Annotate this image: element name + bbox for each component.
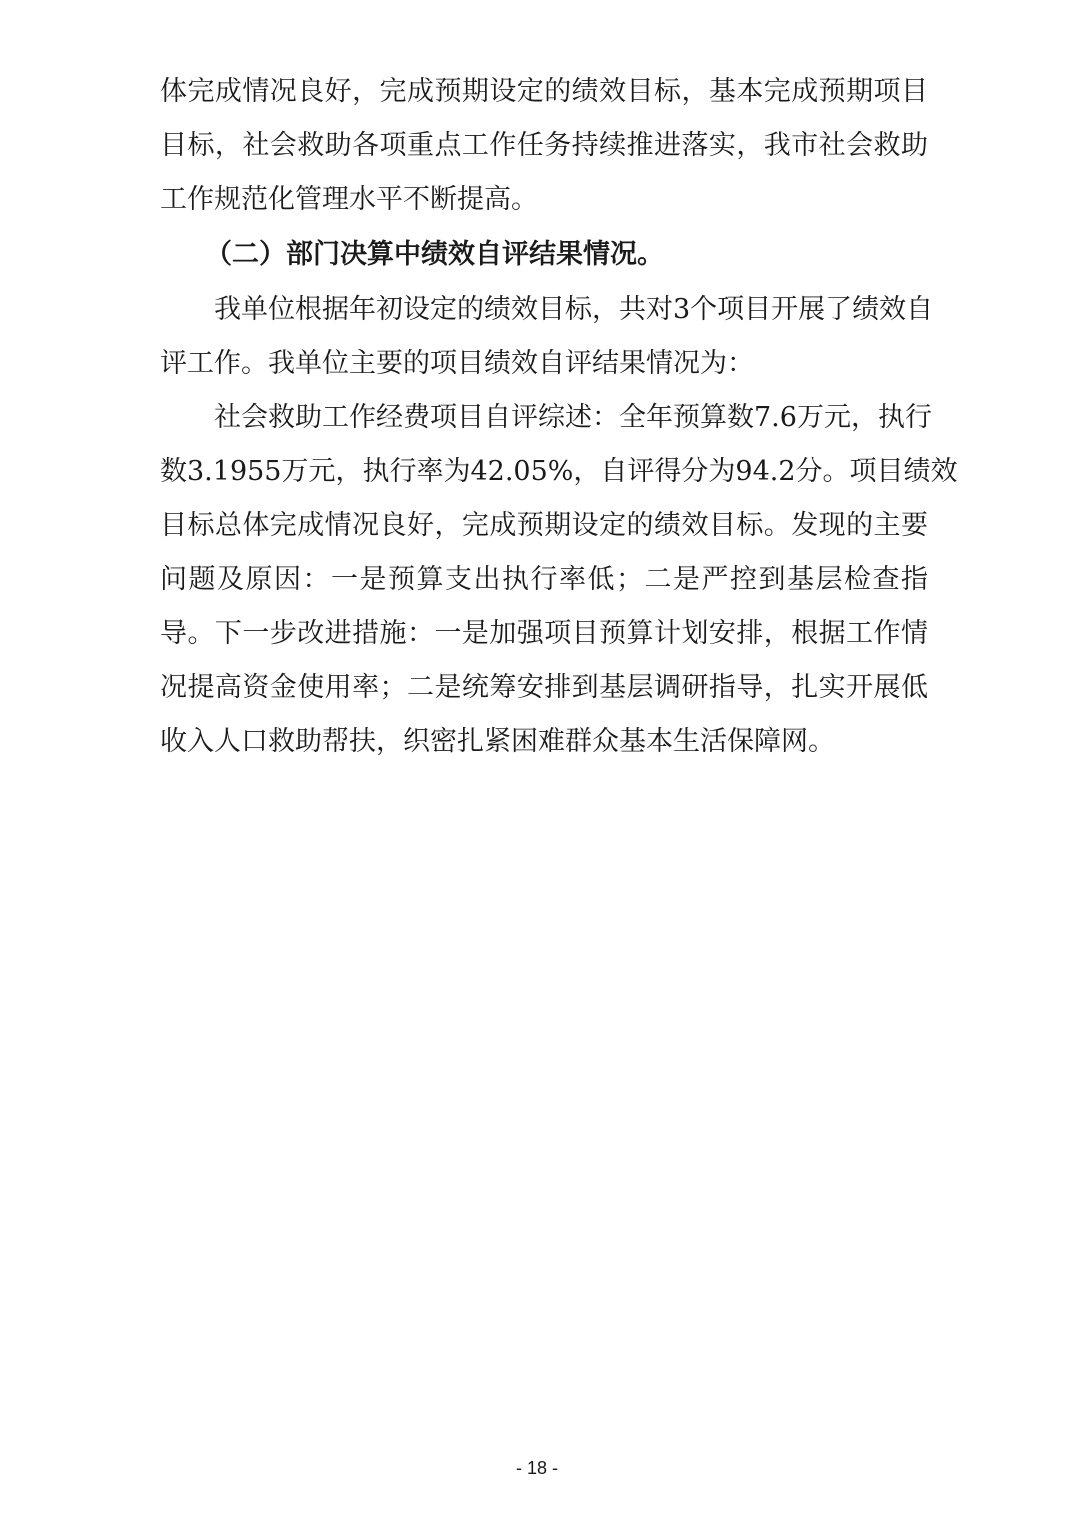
text-line: 收入人口救助帮扶，织密扎紧困难群众基本生活保障网。 [160,726,835,757]
text-line: 导。下一步改进措施：一是加强项目预算计划安排，根据工作情 [160,618,928,649]
text-line: 况提高资金使用率；二是统筹安排到基层调研指导，扎实开展低 [160,672,928,703]
text-line: 我单位根据年初设定的绩效目标，共对3个项目开展了绩效自 [214,294,934,325]
text-line: 目标，社会救助各项重点工作任务持续推进落实，我市社会救助 [160,130,928,161]
text-line: 数3.1955万元，执行率为42.05%，自评得分为94.2分。项目绩效 [160,456,958,487]
page-number: - 18 - [515,1458,558,1478]
text-line: 体完成情况良好，完成预期设定的绩效目标，基本完成预期项目 [160,76,928,107]
text-line: 社会救助工作经费项目自评综述：全年预算数7.6万元，执行 [214,402,932,433]
text-line: 评工作。我单位主要的项目绩效自评结果情况为： [160,348,754,379]
text-line: 工作规范化管理水平不断提高。 [160,184,538,215]
text-line: 目标总体完成情况良好，完成预期设定的绩效目标。发现的主要 [160,510,928,541]
section-heading: （二）部门决算中绩效自评结果情况。 [205,239,664,270]
text-line: 问题及原因：一是预算支出执行率低；二是严控到基层检查指 [160,564,928,595]
